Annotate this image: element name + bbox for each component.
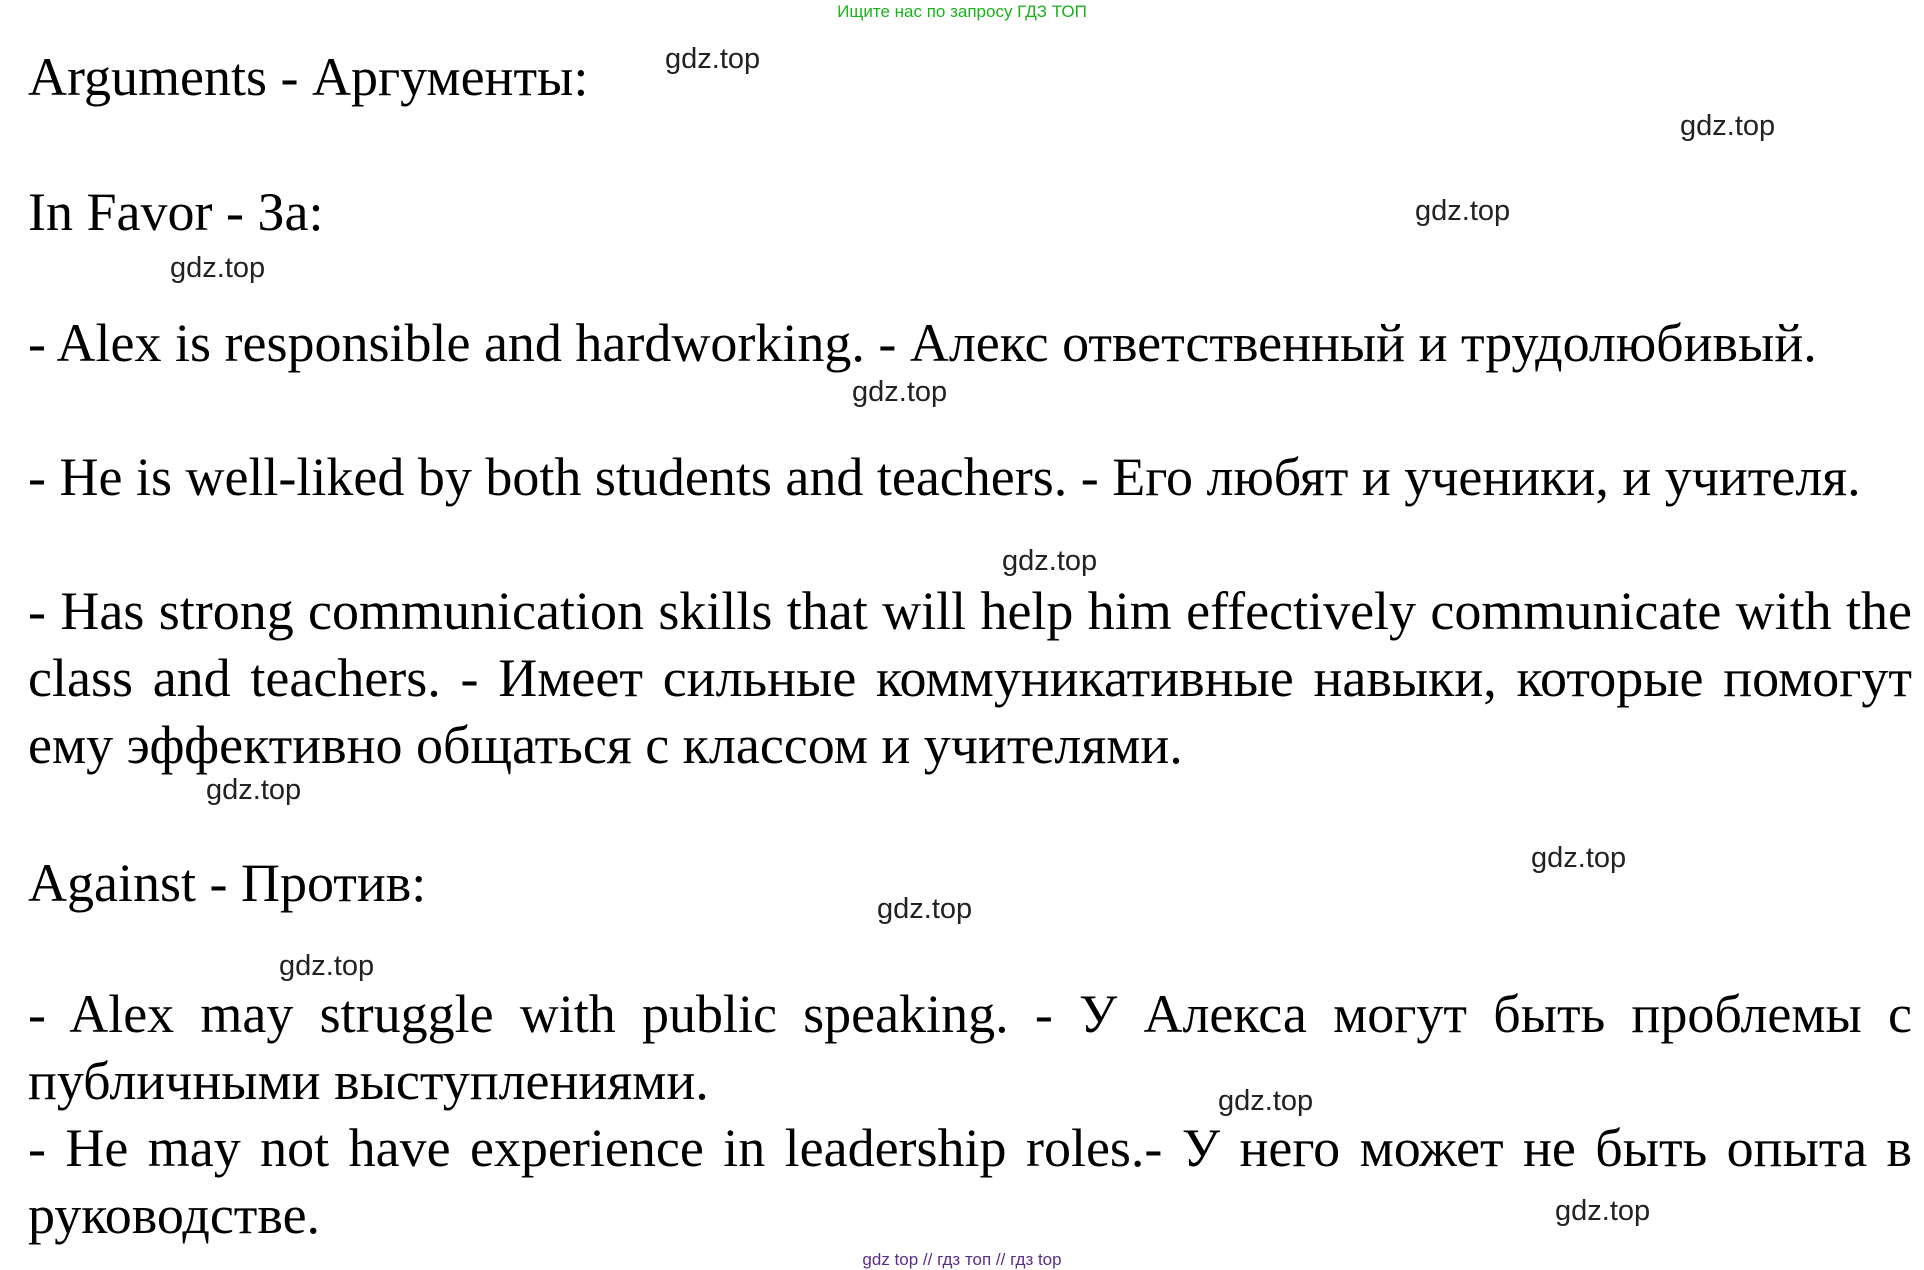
in-favor-heading: In Favor - За:	[28, 182, 324, 242]
watermark-10: gdz.top	[279, 950, 375, 982]
against-item-2: - He may not have experience in leadership roles.- У него может не быть опыта в руководстве.	[28, 1118, 1912, 1245]
favor-item-3: - Has strong communication skills that will help him effectively communicate with the class and teachers. - Имеет сильные коммуникативные навыки, которые помогут ему эффективно общаться с классом и учителями.	[28, 581, 1912, 775]
watermark-4: gdz.top	[170, 252, 266, 284]
against-item-1: - Alex may struggle with public speaking. - У Алекса могут быть проблемы с публичными выступлениями.	[28, 984, 1912, 1111]
watermark-1: gdz.top	[665, 43, 761, 75]
favor-item-1: - Alex is responsible and hardworking. - Алекс ответственный и трудолюбивый.	[28, 313, 1817, 373]
arguments-heading: Arguments - Аргументы:	[28, 47, 589, 107]
top-banner: Ищите нас по запросу ГДЗ ТОП	[837, 2, 1087, 21]
bottom-footer: gdz top // гдз топ // гдз top	[862, 1250, 1062, 1269]
watermark-7: gdz.top	[206, 774, 302, 806]
watermark-6: gdz.top	[1002, 545, 1098, 577]
watermark-11: gdz.top	[1218, 1085, 1314, 1117]
watermark-9: gdz.top	[877, 893, 973, 925]
watermark-12: gdz.top	[1555, 1195, 1651, 1227]
against-heading: Against - Против:	[28, 853, 427, 913]
watermark-5: gdz.top	[852, 376, 948, 408]
watermark-2: gdz.top	[1680, 110, 1776, 142]
watermark-8: gdz.top	[1531, 842, 1627, 874]
watermark-3: gdz.top	[1415, 195, 1511, 227]
favor-item-2: - He is well-liked by both students and teachers. - Его любят и ученики, и учителя.	[28, 447, 1861, 507]
